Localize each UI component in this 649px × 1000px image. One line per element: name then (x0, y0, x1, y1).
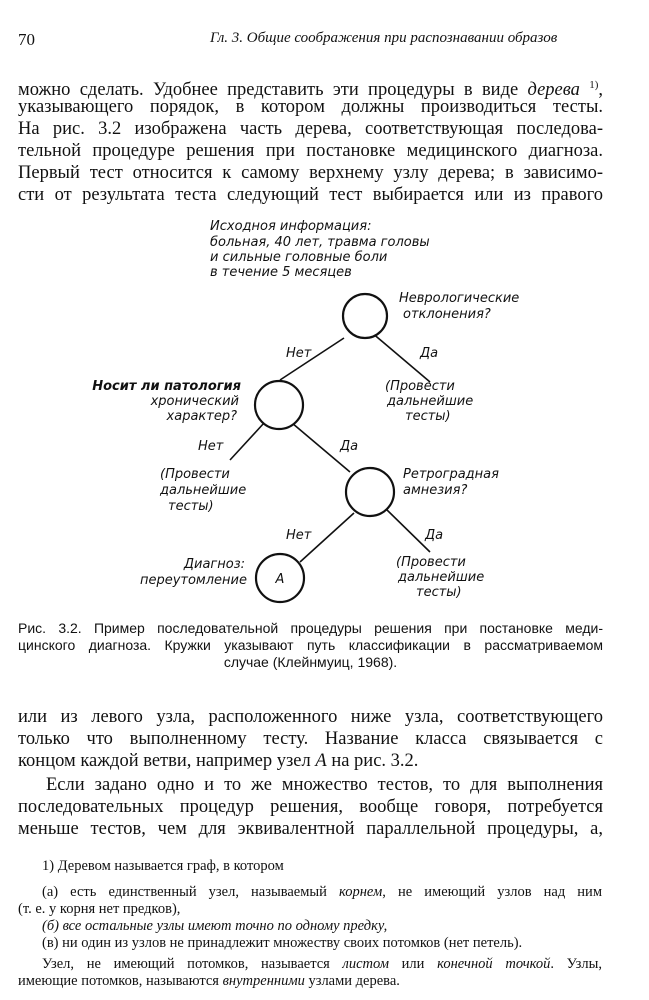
tree-node-amnesia (346, 468, 394, 516)
decision-tree-figure (80, 210, 560, 610)
node1-question: отклонения? (403, 307, 491, 322)
footnote-note-cont: имеющие потомков, называются внутренними узлами дерева. (18, 973, 400, 989)
node2-question: хронический (150, 394, 239, 409)
source-info-title: Исходноя информация: (210, 219, 372, 234)
further-tests: (Провести (385, 379, 455, 394)
node2-question: характер? (166, 409, 237, 424)
body-line-11: последовательных процедур решения, вообще говоря, потребуется (18, 797, 603, 817)
diagnosis-value: переутомление (139, 573, 247, 588)
caption-line-3: случае (Клейнмуиц, 1968). (223, 654, 398, 670)
edge-node3-yes (385, 508, 430, 552)
edge-label-no: Нет (198, 439, 224, 454)
source-info-line: и сильные головные боли (210, 250, 388, 265)
edge-label-no: Нет (286, 528, 312, 543)
source-info-line: в течение 5 месяцев (210, 265, 352, 280)
diagnosis-label: Диагноз: (183, 557, 245, 572)
body-line-2: указывающего порядок, в котором должны производиться тесты. (18, 97, 603, 117)
footnote-note: Узел, не имеющий потомков, называется листом или конечной точкой. Узлы, (42, 956, 602, 972)
edge-label-yes: Да (420, 346, 439, 361)
footnote-intro: 1) Деревом называется граф, в котором (42, 858, 284, 874)
further-tests: (Провести (396, 555, 466, 570)
footnote-item-a-cont: (т. е. у корня нет предков), (18, 901, 181, 917)
further-tests: тесты) (416, 585, 462, 600)
body-line-10: Если задано одно и то же множество тестов, то для выполнения (46, 775, 603, 795)
node3-question: амнезия? (403, 483, 468, 498)
edge-label-no: Нет (286, 346, 312, 361)
footnote-item-a: (а) есть единственный узел, называемый корнем, не имеющий узлов над ним (42, 884, 602, 900)
caption-line-1: Рис. 3.2. Пример последовательной процедуры решения при постановке меди- (18, 620, 603, 636)
footnote-item-c: (в) ни один из узлов не принадлежит множеству своих потомков (нет петель). (42, 935, 523, 951)
further-tests: (Провести (160, 467, 230, 482)
edge-node2-no (230, 423, 264, 460)
body-line-9: концом каждой ветви, например узел А на рис. 3.2. (18, 751, 419, 771)
running-title: Гл. 3. Общие соображения при распознавании образов (210, 30, 558, 46)
page-number: 70 (18, 30, 35, 49)
footnote-item-b: (б) все остальные узлы имеют точно по одному предку, (42, 918, 388, 934)
body-line-6: сти от результата теста следующий тест выбирается или из правого (18, 185, 603, 205)
further-tests: дальнейшие (387, 394, 474, 409)
leaf-node-label: А (275, 572, 285, 587)
body-line-5: Первый тест относится к самому верхнему узлу дерева; в зависимо- (18, 163, 603, 183)
tree-node-root (343, 294, 387, 338)
edge-label-yes: Да (340, 439, 359, 454)
body-line-8: только что выполненному тесту. Название класса связывается с (18, 729, 603, 749)
further-tests: дальнейшие (398, 570, 485, 585)
body-line-3: На рис. 3.2 изображена часть дерева, соответствующая последова- (18, 119, 603, 139)
node1-question: Неврологические (399, 291, 520, 306)
body-line-12: меньше тестов, чем для эквивалентной параллельной процедуры, а, (18, 819, 603, 839)
further-tests: дальнейшие (160, 483, 247, 498)
node2-question: Носит ли патология (92, 379, 241, 394)
figure-caption (18, 620, 603, 671)
body-line-4: тельной процедуре решения при постановке медицинского диагноза. (18, 141, 603, 161)
source-info-line: больная, 40 лет, травма головы (210, 235, 430, 250)
node3-question: Ретроградная (403, 467, 499, 482)
further-tests: тесты) (168, 499, 214, 514)
caption-line-2: цинского диагноза. Кружки указывают путь классификации в рассматриваемом (18, 637, 603, 653)
body-line-7: или из левого узла, расположенного ниже узла, соответствующего (18, 707, 603, 727)
tree-node-chronic (255, 381, 303, 429)
edge-label-yes: Да (425, 528, 444, 543)
further-tests: тесты) (405, 409, 451, 424)
body-line-1: можно сделать. Удобнее представить эти процедуры в виде дерева $^{1)}$, (18, 79, 603, 101)
